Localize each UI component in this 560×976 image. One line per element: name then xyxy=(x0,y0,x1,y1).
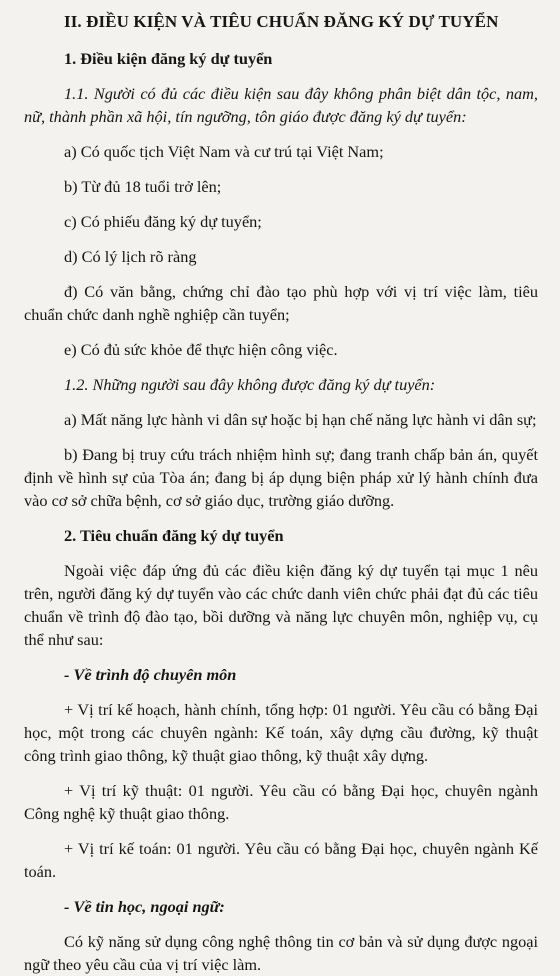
section2-intro: Ngoài việc đáp ứng đủ các điều kiện đăng ký dự tuyển tại mục 1 nêu trên, người đăng ký dự tuyển vào các chức danh viên chức phải đạt đủ các tiêu chuẩn về trình độ đào tạo, bồi dưỡng và năng lực chuyên môn, nghiệp vụ, cụ thể như sau: xyxy=(24,561,538,649)
position-item-accounting: + Vị trí kế toán: 01 người. Yêu cầu có bằng Đại học, chuyên ngành Kế toán. xyxy=(24,839,538,881)
section1-sub1: 1.1. Người có đủ các điều kiện sau đây không phân biệt dân tộc, nam, nữ, thành phần xã hội, tín ngưỡng, tôn giáo được đăng ký dự tuyển: xyxy=(24,84,538,126)
condition-item-d: d) Có lý lịch rõ ràng xyxy=(64,247,197,266)
condition-item-c: c) Có phiếu đăng ký dự tuyển; xyxy=(64,212,262,231)
condition-item-a: a) Có quốc tịch Việt Nam và cư trú tại Việt Nam; xyxy=(64,142,384,161)
condition-item-dd: đ) Có văn bằng, chứng chỉ đào tạo phù hợp với vị trí việc làm, tiêu chuẩn chức danh nghề nghiệp cần tuyển; xyxy=(24,282,538,324)
exclusion-item-b: b) Đang bị truy cứu trách nhiệm hình sự; đang tranh chấp bản án, quyết định về hình sự của Tòa án; đang bị áp dụng biện pháp xử lý hành chính đưa vào cơ sở chữa bệnh, cơ sở giáo dục, trường giáo dưỡng. xyxy=(24,445,538,510)
position-item-planning: + Vị trí kế hoạch, hành chính, tổng hợp: 01 người. Yêu cầu có bằng Đại học, một trong các chuyên ngành: Kế toán, xây dựng cầu đường, kỹ thuật công trình giao thông, kỹ thuật giao thông, kỹ thuật xây dựng. xyxy=(24,700,538,765)
it-language-text: Có kỹ năng sử dụng công nghệ thông tin cơ bản và sử dụng được ngoại ngữ theo yêu cầu của vị trí việc làm. xyxy=(24,932,538,974)
it-language-title: - Về tin học, ngoại ngữ: xyxy=(64,897,225,916)
section1-title: 1. Điều kiện đăng ký dự tuyển xyxy=(64,49,273,68)
position-item-technical: + Vị trí kỹ thuật: 01 người. Yêu cầu có bằng Đại học, chuyên ngành Công nghệ kỹ thuật giao thông. xyxy=(24,781,538,823)
condition-item-e: e) Có đủ sức khỏe để thực hiện công việc. xyxy=(64,340,338,359)
exclusion-item-a: a) Mất năng lực hành vi dân sự hoặc bị hạn chế năng lực hành vi dân sự; xyxy=(64,410,537,429)
section2-title: 2. Tiêu chuẩn đăng ký dự tuyển xyxy=(64,526,284,545)
condition-item-b: b) Từ đủ 18 tuổi trở lên; xyxy=(64,177,222,196)
section-heading: II. ĐIỀU KIỆN VÀ TIÊU CHUẨN ĐĂNG KÝ DỰ TUYỂN xyxy=(64,12,499,31)
education-title: - Về trình độ chuyên môn xyxy=(64,665,237,684)
section1-sub2: 1.2. Những người sau đây không được đăng ký dự tuyển: xyxy=(64,375,436,394)
